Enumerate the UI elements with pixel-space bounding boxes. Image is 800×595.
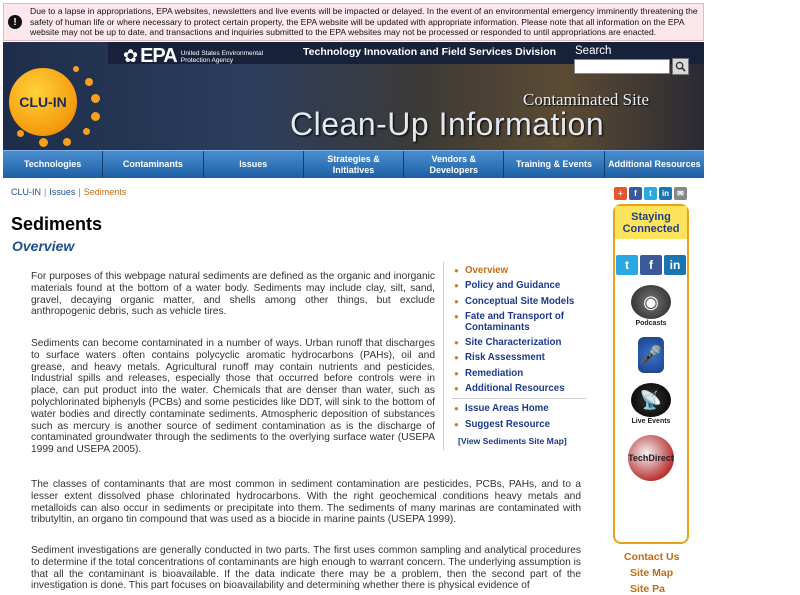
cluin-logo[interactable]: CLU-IN — [9, 68, 77, 136]
facebook-icon[interactable]: f — [629, 187, 642, 200]
share-row — [614, 187, 687, 200]
site-map-link[interactable]: Site Map — [630, 567, 674, 579]
logo-dot — [39, 138, 48, 147]
logo-dot — [63, 138, 71, 146]
nav-additional-resources[interactable]: Additional Resources — [608, 159, 701, 169]
staying-connected-panel — [613, 204, 689, 544]
bullet-icon: ● — [454, 281, 459, 291]
logo-dot — [83, 128, 90, 135]
paragraph-investigations: Sediment investigations are generally conducted in two parts. The first uses common sampling and analytical procedures to determine if the total concentrations of contaminants are high enough to warrant concern. The underlying assumption is that all the contaminant is bioavailable. If the data indicate there may be a problem, then the second part of the investigation is done. This part focuses on bioavailability and determining whether there is physical evidence of — [31, 545, 581, 592]
nav-strategies[interactable]: Strategies & Initiatives — [304, 151, 404, 178]
alert-text: Due to a lapse in appropriations, EPA websites, newsletters and live events will be impacted or delayed. In the event of an environmental emergency imminently threatening the safety of human life or where necessary to protect certain property, the EPA website will be updated with appropriate information. Please note that all information on the EPA website may not be up to date, and transactions and inquiries submitted to the EPA websites may not be processed or responded to until appropriations are enacted. — [30, 6, 698, 38]
social-icons — [615, 255, 687, 275]
twitter-icon[interactable]: t — [644, 187, 657, 200]
site-header — [3, 42, 704, 150]
logo-dot — [91, 112, 100, 121]
podcasts-link[interactable] — [615, 285, 687, 327]
nav-vendors[interactable]: Vendors & Developers — [404, 151, 504, 178]
search-label: Search — [575, 45, 612, 57]
menu-item-conceptual-models[interactable]: ● Conceptual Site Models — [454, 295, 575, 307]
nav-training[interactable]: Training & Events — [504, 151, 604, 178]
search-button[interactable] — [672, 58, 689, 75]
menu-item-risk-assessment[interactable]: ● Risk Assessment — [454, 352, 545, 364]
podcasts-label: Podcasts — [635, 320, 667, 327]
search-icon — [675, 61, 686, 72]
paragraph-definition: For purposes of this webpage natural sediments are defined as the organic and inorganic materials found at the bottom of a water body. Sediments may include clay, silt, sand, gravel, decaying organic matter, and shells among other things, but exclude anthropogenic debris, such as vehicle tires. — [31, 271, 435, 318]
header-title: Clean-Up Information — [290, 106, 605, 142]
paragraph-contaminant-classes: The classes of contaminants that are most common in sediment contamination are pesticides, PCBs, PAHs, and to a lesser extent dissolved phase chlorinated hydrocarbons. With the right geochemical conditions heavy metals and metalloids can also occur in sediments or precipitate into them. The sediments of many marinas are contaminated with tributyltin, an organo tin compound that was used as a biocide in marine paints (USEPA 1999). — [31, 479, 581, 526]
twitter-icon[interactable]: t — [616, 255, 638, 275]
broadcast-tower-icon: 📡 — [631, 383, 671, 417]
breadcrumb-separator: | — [78, 187, 81, 197]
menu-item-issue-areas-home[interactable]: ● Issue Areas Home — [454, 403, 549, 415]
breadcrumb-home[interactable]: CLU-IN — [11, 187, 42, 197]
menu-item-policy[interactable]: ● Policy and Guidance — [454, 280, 561, 292]
menu-item-fate-transport[interactable]: ● Fate and Transport of Contaminants — [454, 310, 565, 333]
techdirect-link[interactable] — [615, 435, 687, 481]
breadcrumb-separator: | — [44, 187, 47, 197]
epa-agency-name: United States Environmental Protection Agency — [180, 49, 264, 64]
live-events-link[interactable] — [615, 383, 687, 425]
alert-banner — [3, 3, 704, 41]
page-subtitle: Overview — [12, 238, 75, 254]
microphone-icon: 🎤 — [638, 337, 664, 373]
logo-dot — [17, 130, 24, 137]
logo-dot — [73, 66, 79, 72]
linkedin-icon[interactable]: in — [659, 187, 672, 200]
main-nav — [3, 150, 704, 178]
epa-logo[interactable] — [123, 45, 276, 68]
nav-contaminants[interactable]: Contaminants — [103, 151, 203, 178]
nav-issues[interactable]: Issues — [204, 151, 304, 178]
logo-dot — [85, 78, 93, 86]
contact-us-link[interactable]: Contact Us — [624, 551, 680, 563]
bullet-icon: ● — [454, 404, 459, 414]
share-plus-icon[interactable]: + — [614, 187, 627, 200]
division-name: Technology Innovation and Field Services Division — [303, 46, 557, 58]
bullet-icon: ● — [454, 311, 459, 321]
breadcrumb — [11, 187, 126, 197]
section-menu — [443, 262, 593, 450]
staying-connected-title: Staying Connected — [615, 206, 687, 239]
breadcrumb-current: Sediments — [83, 187, 127, 197]
linkedin-icon[interactable]: in — [664, 255, 686, 275]
cut-off-link[interactable]: Site Pa — [630, 583, 666, 595]
bullet-icon: ● — [454, 296, 459, 306]
menu-item-overview[interactable]: ● Overview — [454, 265, 509, 276]
email-icon[interactable]: ✉ — [674, 187, 687, 200]
bullet-icon: ● — [454, 266, 459, 275]
bullet-icon: ● — [454, 353, 459, 363]
menu-item-remediation[interactable]: ● Remediation — [454, 367, 524, 379]
search-input[interactable] — [574, 59, 670, 74]
nav-technologies[interactable]: Technologies — [3, 151, 103, 178]
logo-dot — [91, 94, 100, 103]
menu-item-site-characterization[interactable]: ● Site Characterization — [454, 337, 562, 349]
breadcrumb-issues[interactable]: Issues — [49, 187, 76, 197]
sediments-sitemap-link[interactable]: [View Sediments Site Map] — [458, 435, 567, 446]
page-right-margin — [704, 0, 800, 588]
menu-item-suggest-resource[interactable]: ● Suggest Resource — [454, 418, 551, 430]
bullet-icon: ● — [454, 368, 459, 378]
newsfeed-link[interactable] — [615, 337, 687, 373]
bullet-icon: ● — [454, 384, 459, 394]
bullet-icon: ● — [454, 419, 459, 429]
header-subtitle: Contaminated Site — [523, 90, 650, 109]
paragraph-sources: Sediments can become contaminated in a number of ways. Urban runoff that discharges to surface waters often contains polycyclic aromatic hydrocarbons (PAHs), oil and grease, and heavy metals. Agricultural runoff may contain nutrients and pesticides. Industrial spills and releases, especially those that occurred before controls were in place, can put product into the water. Chemicals that are denser than water, such as polychlorinated biphenyls (PCBs) and some pesticides like DDT, will sink to the bottom of water bodies and directly contaminate sediments. Atmospheric deposition of substances such as mercury is another source of sediment contamination as is the discharge of contaminated groundwater through the sediments to the overlying surface water (USEPA 1999 and USEPA 2005). — [31, 338, 435, 456]
menu-item-additional-resources[interactable]: ● Additional Resources — [454, 383, 565, 395]
epa-flower-icon: ✿ — [123, 46, 139, 66]
menu-divider — [452, 398, 586, 399]
bullet-icon: ● — [454, 338, 459, 348]
alert-icon: ! — [8, 15, 22, 29]
podcast-icon: ◉ — [631, 285, 671, 319]
facebook-icon[interactable]: f — [640, 255, 662, 275]
page-title: Sediments — [11, 214, 103, 234]
live-events-label: Live Events — [631, 418, 671, 425]
epa-wordmark: EPA — [140, 45, 177, 67]
techdirect-icon: TechDirect — [628, 435, 674, 481]
